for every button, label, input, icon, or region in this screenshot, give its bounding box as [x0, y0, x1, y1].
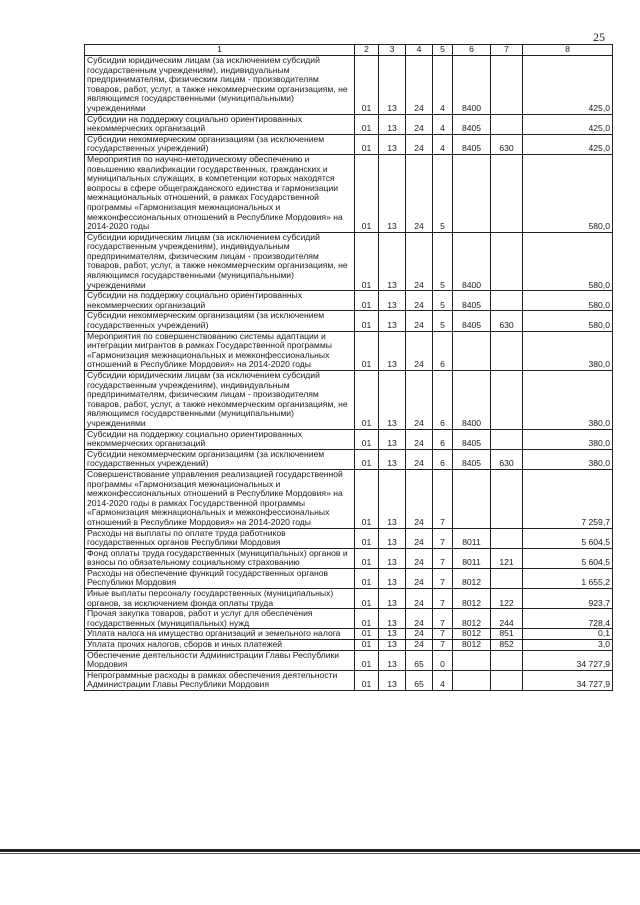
- table-row: [85, 291, 613, 311]
- row-code-subsection: 13: [379, 114, 406, 134]
- row-description: Субсидии на поддержку социально ориентированных некоммерческих организаций: [85, 429, 355, 449]
- column-header: 5: [433, 45, 453, 56]
- row-description: Расходы на выплаты по оплате труда работников государственных органов Республики Мордовия: [85, 528, 355, 548]
- row-code-expense-type: [491, 291, 523, 311]
- row-code-target: [453, 154, 491, 232]
- column-header: 2: [355, 45, 379, 56]
- row-code-target: 8400: [453, 56, 491, 115]
- row-code-subprogram: 7: [433, 609, 453, 629]
- row-code-expense-type: [491, 670, 523, 690]
- row-code-subsection: 13: [379, 291, 406, 311]
- row-code-program: 24: [406, 371, 433, 430]
- row-code-expense-type: [491, 528, 523, 548]
- row-code-target: [453, 650, 491, 670]
- row-code-program: 24: [406, 291, 433, 311]
- column-header: 6: [453, 45, 491, 56]
- row-code-section: 01: [355, 629, 379, 640]
- row-code-subsection: 13: [379, 311, 406, 331]
- table-row: [85, 469, 613, 528]
- row-code-expense-type: 630: [491, 134, 523, 154]
- row-description: Субсидии некоммерческим организациям (за исключением государственных учреждений): [85, 134, 355, 154]
- row-code-expense-type: 630: [491, 311, 523, 331]
- row-code-target: 8012: [453, 640, 491, 651]
- row-code-subsection: 13: [379, 640, 406, 651]
- row-code-target: 8405: [453, 291, 491, 311]
- row-code-section: 01: [355, 331, 379, 370]
- table-row: [85, 134, 613, 154]
- row-code-target: [453, 670, 491, 690]
- row-code-section: 01: [355, 449, 379, 469]
- table-row: [85, 609, 613, 629]
- row-code-subprogram: 0: [433, 650, 453, 670]
- row-amount: 34 727,9: [523, 650, 613, 670]
- row-code-expense-type: 851: [491, 629, 523, 640]
- row-code-target: [453, 331, 491, 370]
- row-code-expense-type: [491, 568, 523, 588]
- row-code-section: 01: [355, 232, 379, 291]
- row-code-program: 24: [406, 311, 433, 331]
- row-code-subprogram: 5: [433, 291, 453, 311]
- row-code-target: 8405: [453, 311, 491, 331]
- bottom-rule-secondary: [0, 853, 640, 854]
- row-code-program: 24: [406, 154, 433, 232]
- row-code-target: 8011: [453, 548, 491, 568]
- row-description: Прочая закупка товаров, работ и услуг для обеспечения государственных (муниципальных) нужд: [85, 609, 355, 629]
- row-code-section: 01: [355, 114, 379, 134]
- table-row: [85, 311, 613, 331]
- row-amount: 0,1: [523, 629, 613, 640]
- row-code-subsection: 13: [379, 609, 406, 629]
- row-code-program: 24: [406, 232, 433, 291]
- row-amount: 425,0: [523, 114, 613, 134]
- column-header: 3: [379, 45, 406, 56]
- row-code-target: 8400: [453, 232, 491, 291]
- row-amount: 580,0: [523, 154, 613, 232]
- row-description: Иные выплаты персоналу государственных (муниципальных) органов, за исключением фонда оплаты труда: [85, 589, 355, 609]
- row-code-subsection: 13: [379, 154, 406, 232]
- row-code-subsection: 13: [379, 232, 406, 291]
- table-row: [85, 449, 613, 469]
- row-description: Субсидии на поддержку социально ориентированных некоммерческих организаций: [85, 291, 355, 311]
- row-code-subsection: 13: [379, 371, 406, 430]
- row-code-section: 01: [355, 640, 379, 651]
- column-header: 8: [523, 45, 613, 56]
- row-code-section: 01: [355, 568, 379, 588]
- row-code-subprogram: 4: [433, 56, 453, 115]
- row-description: Субсидии юридическим лицам (за исключением субсидий государственным учреждениям), индивидуальным предпринимателям, физическим лицам - производителям товаров, работ, услуг, а также некоммерческим организациям, не являющимся государственными (муниципальными) учреждениями: [85, 232, 355, 291]
- row-code-subprogram: 4: [433, 670, 453, 690]
- row-code-target: 8012: [453, 609, 491, 629]
- budget-table: [84, 44, 613, 691]
- row-code-subsection: 13: [379, 331, 406, 370]
- row-code-subprogram: 7: [433, 548, 453, 568]
- row-code-section: 01: [355, 670, 379, 690]
- row-code-subprogram: 6: [433, 331, 453, 370]
- row-code-section: 01: [355, 469, 379, 528]
- table-row: [85, 548, 613, 568]
- row-amount: 34 727,9: [523, 670, 613, 690]
- row-code-program: 24: [406, 134, 433, 154]
- row-code-section: 01: [355, 311, 379, 331]
- row-code-subprogram: 4: [433, 114, 453, 134]
- table-row: [85, 371, 613, 430]
- row-description: Фонд оплаты труда государственных (муниципальных) органов и взносы по обязательному социальному страхованию: [85, 548, 355, 568]
- row-amount: 5 604,5: [523, 548, 613, 568]
- table-row: [85, 629, 613, 640]
- row-description: Субсидии юридическим лицам (за исключением субсидий государственным учреждениям), индивидуальным предпринимателям, физическим лицам - производителям товаров, работ, услуг, а также некоммерческим организациям, не являющимся государственными (муниципальными) учреждениями: [85, 56, 355, 115]
- row-description: Субсидии некоммерческим организациям (за исключением государственных учреждений): [85, 449, 355, 469]
- row-amount: 1 655,2: [523, 568, 613, 588]
- row-amount: 425,0: [523, 134, 613, 154]
- row-description: Мероприятия по совершенствованию системы адаптации и интеграции мигрантов в рамках Государственной программы «Гармонизация межнациональных и межконфессиональных отношений в Республике Мордовия» на 2014-2020 годы: [85, 331, 355, 370]
- row-code-section: 01: [355, 134, 379, 154]
- row-code-program: 24: [406, 589, 433, 609]
- row-code-subsection: 13: [379, 469, 406, 528]
- row-code-subsection: 13: [379, 670, 406, 690]
- row-code-expense-type: [491, 650, 523, 670]
- row-code-section: 01: [355, 548, 379, 568]
- row-code-program: 24: [406, 429, 433, 449]
- row-code-expense-type: [491, 114, 523, 134]
- row-code-section: 01: [355, 371, 379, 430]
- row-code-program: 24: [406, 528, 433, 548]
- row-code-expense-type: 852: [491, 640, 523, 651]
- row-code-program: 24: [406, 640, 433, 651]
- table-row: [85, 232, 613, 291]
- table-row: [85, 670, 613, 690]
- row-code-section: 01: [355, 429, 379, 449]
- row-amount: 580,0: [523, 291, 613, 311]
- row-code-subprogram: 5: [433, 232, 453, 291]
- row-code-subprogram: 6: [433, 429, 453, 449]
- table-row: [85, 640, 613, 651]
- table-header-row: [85, 45, 613, 56]
- row-amount: 728,4: [523, 609, 613, 629]
- row-amount: 580,0: [523, 311, 613, 331]
- row-code-program: 24: [406, 629, 433, 640]
- row-code-expense-type: [491, 469, 523, 528]
- table-row: [85, 568, 613, 588]
- row-description: Непрограммные расходы в рамках обеспечения деятельности Администрации Главы Республики Мордовия: [85, 670, 355, 690]
- table-row: [85, 331, 613, 370]
- row-code-subprogram: 7: [433, 469, 453, 528]
- table-row: [85, 429, 613, 449]
- row-code-subprogram: 7: [433, 589, 453, 609]
- row-code-subprogram: 4: [433, 134, 453, 154]
- row-code-program: 24: [406, 609, 433, 629]
- row-code-program: 24: [406, 331, 433, 370]
- table-row: [85, 589, 613, 609]
- column-header: 1: [85, 45, 355, 56]
- row-code-subprogram: 5: [433, 311, 453, 331]
- row-amount: 5 604,5: [523, 528, 613, 548]
- row-code-subprogram: 7: [433, 568, 453, 588]
- row-code-subprogram: 5: [433, 154, 453, 232]
- row-description: Мероприятия по научно-методическому обеспечению и повышению квалификации государственных, гражданских и муниципальных служащих, в компетенции которых находятся вопросы в сфере общегражданского единства и гармонизации межнациональных отношений, в рамках Государственной программы «Гармонизация межнациональных и межконфессиональных отношений в Республике Мордовия» на 2014-2020 годы: [85, 154, 355, 232]
- row-description: Субсидии некоммерческим организациям (за исключением государственных учреждений): [85, 311, 355, 331]
- table-row: [85, 56, 613, 115]
- column-header: 4: [406, 45, 433, 56]
- row-code-expense-type: 244: [491, 609, 523, 629]
- row-code-section: 01: [355, 650, 379, 670]
- row-amount: 380,0: [523, 449, 613, 469]
- row-code-target: 8405: [453, 429, 491, 449]
- row-code-subprogram: 6: [433, 371, 453, 430]
- bottom-rule: [0, 849, 640, 852]
- row-code-subprogram: 6: [433, 449, 453, 469]
- column-header: 7: [491, 45, 523, 56]
- row-code-expense-type: [491, 371, 523, 430]
- row-amount: 380,0: [523, 371, 613, 430]
- row-code-target: 8405: [453, 449, 491, 469]
- row-code-subsection: 13: [379, 528, 406, 548]
- row-code-section: 01: [355, 154, 379, 232]
- row-code-subprogram: 7: [433, 640, 453, 651]
- row-code-program: 24: [406, 449, 433, 469]
- row-code-expense-type: [491, 331, 523, 370]
- row-code-section: 01: [355, 291, 379, 311]
- row-code-subsection: 13: [379, 429, 406, 449]
- row-code-target: 8011: [453, 528, 491, 548]
- row-code-target: 8012: [453, 629, 491, 640]
- row-code-section: 01: [355, 609, 379, 629]
- page-number: 25: [593, 30, 605, 44]
- row-code-expense-type: [491, 232, 523, 291]
- row-code-subsection: 13: [379, 56, 406, 115]
- table-row: [85, 154, 613, 232]
- row-code-expense-type: 122: [491, 589, 523, 609]
- row-code-subsection: 13: [379, 568, 406, 588]
- row-code-section: 01: [355, 528, 379, 548]
- row-code-expense-type: 630: [491, 449, 523, 469]
- row-description: Уплата прочих налогов, сборов и иных платежей: [85, 640, 355, 651]
- row-code-program: 24: [406, 548, 433, 568]
- row-amount: 425,0: [523, 56, 613, 115]
- row-code-subprogram: 7: [433, 528, 453, 548]
- row-description: Расходы на обеспечение функций государственных органов Республики Мордовия: [85, 568, 355, 588]
- row-code-subsection: 13: [379, 548, 406, 568]
- row-code-program: 24: [406, 56, 433, 115]
- row-description: Субсидии юридическим лицам (за исключением субсидий государственным учреждениям), индивидуальным предпринимателям, физическим лицам - производителям товаров, работ, услуг, а также некоммерческим организациям, не являющимся государственными (муниципальными) учреждениями: [85, 371, 355, 430]
- row-code-target: 8012: [453, 568, 491, 588]
- row-code-target: [453, 469, 491, 528]
- row-code-program: 65: [406, 650, 433, 670]
- row-description: Субсидии на поддержку социально ориентированных некоммерческих организаций: [85, 114, 355, 134]
- row-code-expense-type: [491, 429, 523, 449]
- row-code-program: 65: [406, 670, 433, 690]
- row-amount: 380,0: [523, 331, 613, 370]
- row-amount: 380,0: [523, 429, 613, 449]
- row-code-program: 24: [406, 568, 433, 588]
- row-code-section: 01: [355, 589, 379, 609]
- table-row: [85, 114, 613, 134]
- row-code-subsection: 13: [379, 589, 406, 609]
- row-amount: 7 259,7: [523, 469, 613, 528]
- row-code-program: 24: [406, 114, 433, 134]
- table-row: [85, 528, 613, 548]
- row-code-target: 8405: [453, 114, 491, 134]
- row-amount: 3,0: [523, 640, 613, 651]
- row-code-subsection: 13: [379, 629, 406, 640]
- row-code-target: 8405: [453, 134, 491, 154]
- row-description: Уплата налога на имущество организаций и земельного налога: [85, 629, 355, 640]
- row-amount: 923,7: [523, 589, 613, 609]
- table-row: [85, 650, 613, 670]
- row-description: Обеспечение деятельности Администрации Главы Республики Мордовия: [85, 650, 355, 670]
- row-code-subsection: 13: [379, 134, 406, 154]
- row-code-subsection: 13: [379, 650, 406, 670]
- row-code-target: 8400: [453, 371, 491, 430]
- row-code-target: 8012: [453, 589, 491, 609]
- row-amount: 580,0: [523, 232, 613, 291]
- table-body: [85, 56, 613, 691]
- row-code-subprogram: 7: [433, 629, 453, 640]
- row-code-expense-type: [491, 154, 523, 232]
- row-code-program: 24: [406, 469, 433, 528]
- row-code-expense-type: [491, 56, 523, 115]
- row-code-section: 01: [355, 56, 379, 115]
- row-code-subsection: 13: [379, 449, 406, 469]
- row-code-expense-type: 121: [491, 548, 523, 568]
- row-description: Совершенствование управления реализацией государственной программы «Гармонизация межнациональных и межконфессиональных отношений в Республике Мордовия» на 2014-2020 годы в рамках Государственной программы «Гармонизация межнациональных и межконфессиональных отношений в Республике Мордовия» на 2014-2020 годы: [85, 469, 355, 528]
